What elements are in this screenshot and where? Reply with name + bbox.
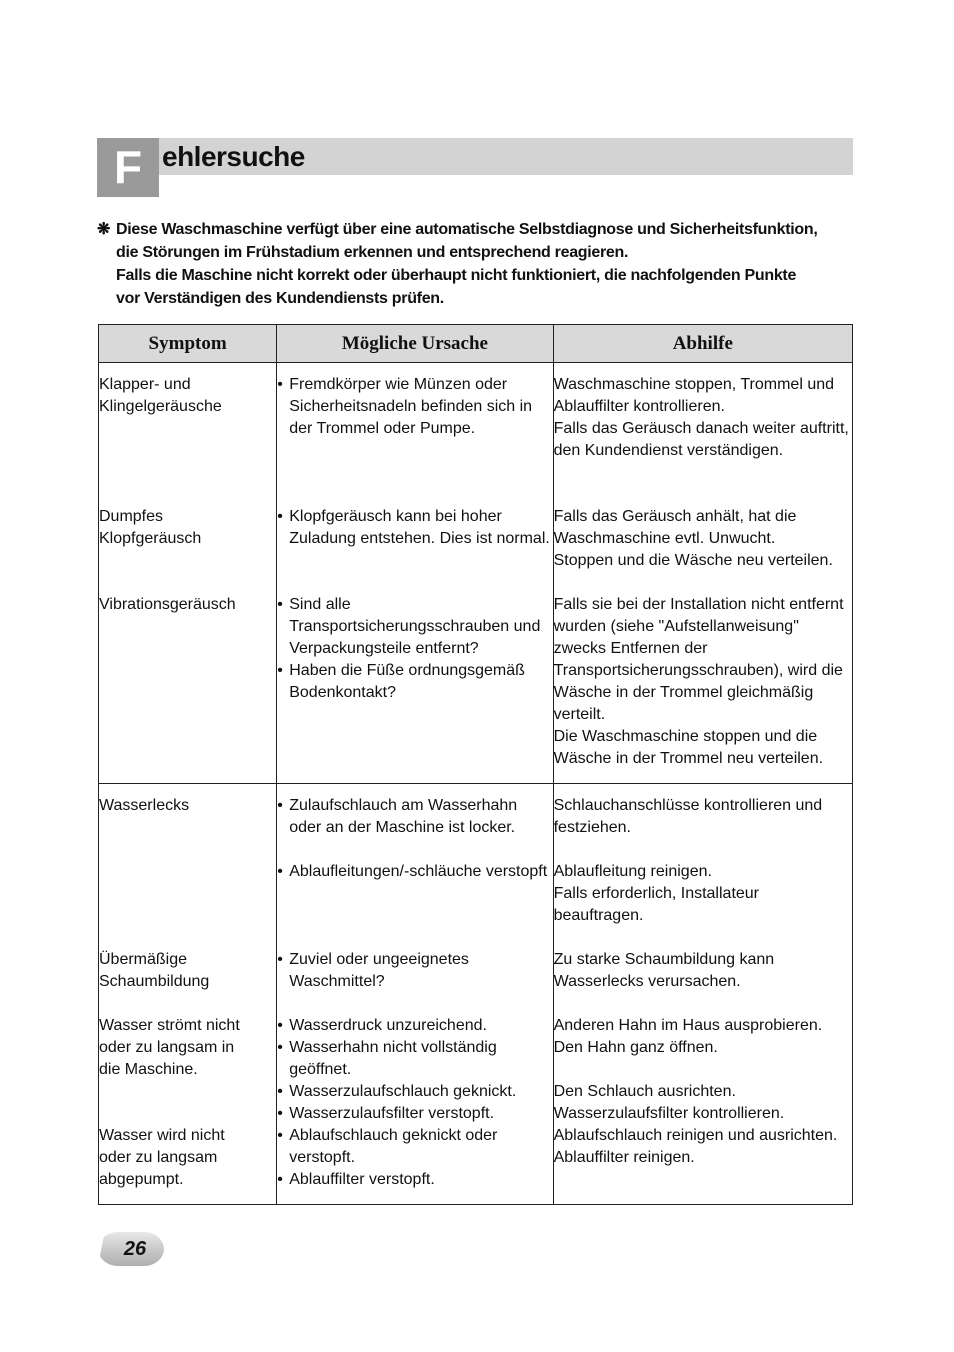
title-initial-letter: F xyxy=(97,138,159,197)
symptom-text: Wasserlecks xyxy=(99,797,190,814)
cause-item: • Fremdkörper wie Münzen oder Sicherheitsnadeln befinden sich in der Trommel oder Pumpe. xyxy=(277,374,552,440)
cause-item: • Wasserhahn nicht vollständig geöffnet. xyxy=(277,1037,552,1081)
cause-item: • Ablaufleitungen/-schläuche verstopft xyxy=(277,861,552,883)
table-header-row xyxy=(99,325,853,363)
remedy-text: Waschmaschine stoppen, Trommel und Ablauffilter kontrollieren. xyxy=(553,376,835,415)
table-row-noise-group xyxy=(99,363,853,784)
remedy-text: Falls das Geräusch danach weiter auftritt, den Kundendienst verständigen. xyxy=(553,420,849,459)
symptom-text: Klingelgeräusche xyxy=(99,398,222,415)
remedy-text: Anderen Hahn im Haus ausprobieren. xyxy=(553,1017,823,1034)
cause-cell xyxy=(277,363,553,784)
intro-line: die Störungen im Frühstadium erkennen und entsprechend reagieren. xyxy=(116,244,629,261)
symptom-text: abgepumpt. xyxy=(99,1171,184,1188)
symptom-cell xyxy=(99,784,277,1205)
symptom-text: oder zu langsam xyxy=(99,1149,218,1166)
symptom-text: Wasser wird nicht xyxy=(99,1127,225,1144)
remedy-text: Den Hahn ganz öffnen. xyxy=(553,1039,718,1056)
remedy-text: Falls erforderlich, Installateur beauftragen. xyxy=(553,885,760,924)
intro-line: Diese Waschmaschine verfügt über eine automatische Selbstdiagnose und Sicherheitsfunktion, xyxy=(116,221,818,238)
remedy-text: Stoppen und die Wäsche neu verteilen. xyxy=(553,552,833,569)
intro-line: Falls die Maschine nicht korrekt oder überhaupt nicht funktioniert, die nachfolgenden Punkte xyxy=(116,267,797,284)
troubleshooting-table xyxy=(98,324,853,1205)
remedy-cell xyxy=(553,784,852,1205)
table-row-water-group xyxy=(99,784,853,1205)
intro-line: vor Verständigen des Kundendiensts prüfen. xyxy=(116,290,444,307)
remedy-text: Die Waschmaschine stoppen und die Wäsche in der Trommel neu verteilen. xyxy=(553,728,824,767)
cause-item: • Haben die Füße ordnungsgemäß Bodenkontakt? xyxy=(277,660,552,704)
symptom-text: oder zu langsam in xyxy=(99,1039,235,1056)
intro-notice xyxy=(97,218,867,310)
symptom-text: Klopfgeräusch xyxy=(99,530,202,547)
symptom-text: Übermäßige xyxy=(99,951,188,968)
header-symptom: Symptom xyxy=(99,325,277,363)
header-remedy: Abhilfe xyxy=(553,325,852,363)
cause-item: • Wasserdruck unzureichend. xyxy=(277,1015,552,1037)
cause-cell xyxy=(277,784,553,1205)
remedy-text: Falls das Geräusch anhält, hat die Waschmaschine evtl. Unwucht. xyxy=(553,508,797,547)
page-number: 26 xyxy=(123,1238,147,1260)
symptom-text: Vibrationsgeräusch xyxy=(99,596,236,613)
remedy-text: Zu starke Schaumbildung kann Wasserlecks verursachen. xyxy=(553,951,775,990)
remedy-cell xyxy=(553,363,852,784)
symptom-text: Wasser strömt nicht xyxy=(99,1017,240,1034)
cause-item: • Zuviel oder ungeeignetes Waschmittel? xyxy=(277,949,552,993)
asterisk-icon: ❋ xyxy=(97,221,111,238)
page-title: ehlersuche xyxy=(162,141,305,172)
remedy-text: Ablaufschlauch reinigen und ausrichten. xyxy=(553,1127,838,1144)
remedy-text: Falls sie bei der Installation nicht entfernt wurden (siehe "Aufstellanweisung" zwecks Entfernen der Transportsicherungsschrauben), wird die Wäsche in der Trommel gleichmäßig verteilt. xyxy=(553,596,844,723)
cause-item: • Wasserzulaufschlauch geknickt. xyxy=(277,1081,552,1103)
symptom-cell xyxy=(99,363,277,784)
cause-item: • Ablauffilter verstopft. xyxy=(277,1169,552,1191)
remedy-text: Den Schlauch ausrichten. xyxy=(553,1083,736,1100)
cause-item: • Wasserzulaufsfilter verstopft. xyxy=(277,1103,552,1125)
remedy-text: Wasserzulaufsfilter kontrollieren. xyxy=(553,1105,785,1122)
remedy-text: Ablaufleitung reinigen. xyxy=(553,863,712,880)
symptom-text: Schaumbildung xyxy=(99,973,210,990)
cause-item: • Zulaufschlauch am Wasserhahn oder an der Maschine ist locker. xyxy=(277,795,552,839)
symptom-text: die Maschine. xyxy=(99,1061,198,1078)
remedy-text: Schlauchanschlüsse kontrollieren und festziehen. xyxy=(553,797,823,836)
remedy-text: Ablauffilter reinigen. xyxy=(553,1149,695,1166)
symptom-text: Klapper- und xyxy=(99,376,191,393)
cause-item: • Sind alle Transportsicherungsschrauben und Verpackungsteile entfernt? xyxy=(277,594,552,660)
header-cause: Mögliche Ursache xyxy=(277,325,553,363)
cause-item: • Ablaufschlauch geknickt oder verstopft. xyxy=(277,1125,552,1169)
cause-item: • Klopfgeräusch kann bei hoher Zuladung entstehen. Dies ist normal. xyxy=(277,506,552,550)
symptom-text: Dumpfes xyxy=(99,508,164,525)
